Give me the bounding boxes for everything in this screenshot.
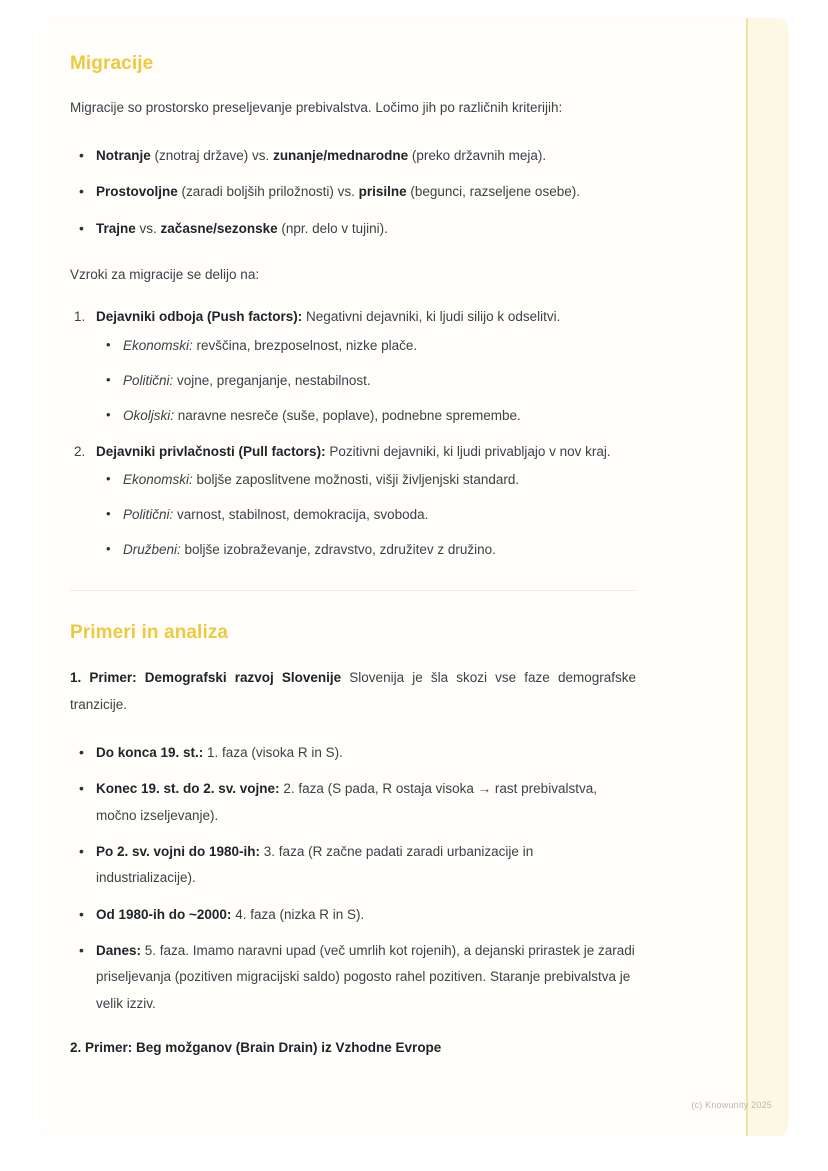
list-item (70, 902, 636, 928)
phase-bold-label: Po 2. sv. vojni do 1980-ih: (96, 844, 261, 859)
subitem-italic-label: Politični: (123, 507, 174, 523)
bullet-bold-term: Prostovoljne (96, 184, 178, 200)
phase-bold-label: Do konca 19. st.: (96, 745, 204, 761)
list-item (96, 403, 636, 429)
list-item (70, 776, 636, 829)
paragraph-example-1 (70, 665, 636, 718)
paragraph-migracije-intro: Migracije so prostorsko preseljevanje prebivalstva. Ločimo jih po različnih kriterijih: (70, 99, 563, 115)
phase-bold-label: Danes: (96, 942, 142, 958)
bullet-plain-text-2: (preko državnih meja). (408, 148, 547, 163)
phase-plain-text: 5. faza. Imamo naravni upad (več umrlih kot rojenih), a dejanski prirastek je zaradi priseljevanja (pozitiven migracijski saldo) pogosto rahel pozitiven. Staranje prebivalstva je velik izziv. (96, 942, 635, 1011)
example-2-bold-title: 2. Primer: Beg možganov (Brain Drain) iz Vzhodne Evrope (70, 1039, 442, 1055)
subitem-italic-label: Ekonomski: (123, 471, 193, 487)
section-heading-primeri-in-analiza: Primeri in analiza (70, 621, 229, 643)
footer-watermark: (c) Knowunity 2025 (691, 1100, 772, 1110)
list-item (70, 304, 636, 429)
list-item (70, 143, 636, 169)
example-1-bold-title: 1. Primer: Demografski razvoj Slovenije (70, 670, 342, 686)
subitem-italic-label: Okoljski: (123, 408, 175, 424)
bullet-plain-text: (zaradi boljših priložnosti) vs. (177, 184, 359, 200)
factor-plain-text: Negativni dejavniki, ki ljudi silijo k odselitvi. (302, 309, 561, 325)
phase-plain-text: 1. faza (visoka R in S). (203, 745, 343, 761)
phase-bold-label: Od 1980-ih do ~2000: (96, 906, 232, 922)
list-item (70, 216, 636, 242)
bullet-plain-text-2: (begunci, razseljene osebe). (406, 184, 580, 200)
phase-plain-text: 2. faza (S pada, R ostaja visoka → rast prebivalstva, močno izseljevanje). (96, 781, 597, 823)
document-page (40, 18, 788, 1136)
list-item (70, 938, 636, 1017)
list-item (96, 368, 636, 394)
bullet-plain-text: vs. (135, 220, 161, 236)
list-migration-criteria (70, 143, 636, 242)
subitem-plain-text: varnost, stabilnost, demokracija, svoboda. (173, 507, 429, 523)
list-demographic-phases (70, 740, 636, 1017)
subitem-italic-label: Politični: (123, 372, 174, 388)
list-item (96, 333, 636, 359)
bullet-bold-term: Trajne (96, 220, 136, 236)
bullet-bold-term: Notranje (96, 148, 151, 163)
bullet-bold-term-2: zunanje/mednarodne (273, 148, 409, 163)
bullet-plain-text-2: (npr. delo v tujini). (277, 220, 388, 236)
factor-bold-title: Dejavniki privlačnosti (Pull factors): (96, 443, 326, 459)
subitem-plain-text: naravne nesreče (suše, poplave), podnebne spremembe. (174, 408, 521, 424)
phase-bold-label: Konec 19. st. do 2. sv. vojne: (96, 781, 280, 797)
list-pull-factor-subitems (96, 467, 636, 564)
list-item (70, 740, 636, 766)
bullet-bold-term-2: začasne/sezonske (160, 220, 278, 236)
list-push-factor-subitems (96, 333, 636, 430)
paragraph-example-2 (70, 1035, 636, 1061)
subitem-italic-label: Ekonomski: (123, 337, 193, 353)
subitem-italic-label: Družbeni: (123, 542, 181, 558)
list-item (96, 537, 636, 563)
list-item (70, 839, 636, 892)
subitem-plain-text: boljše zaposlitvene možnosti, višji življenjski standard. (192, 471, 520, 487)
list-item (96, 467, 636, 493)
phase-plain-text: 4. faza (nizka R in S). (231, 906, 365, 922)
paragraph-migration-causes-intro: Vzroki za migracije se delijo na: (70, 266, 260, 282)
phase-plain-text: 3. faza (R začne padati zaradi urbanizacije in industrializacije). (96, 844, 534, 886)
list-migration-factors (70, 304, 636, 564)
section-heading-migracije: Migracije (70, 53, 154, 74)
bullet-bold-term-2: prisilne (358, 184, 407, 200)
list-item (96, 502, 636, 528)
list-item (70, 439, 636, 564)
example-1-plain-text: Slovenija je šla skozi vse faze demografske tranzicije. (70, 670, 636, 712)
section-divider (70, 590, 636, 591)
list-item (70, 179, 636, 205)
subitem-plain-text: vojne, preganjanje, nestabilnost. (173, 372, 371, 388)
bullet-plain-text: (znotraj države) vs. (150, 148, 274, 163)
subitem-plain-text: boljše izobraževanje, zdravstvo, združitev z družino. (180, 542, 496, 558)
document-content (70, 18, 636, 1079)
subitem-plain-text: revščina, brezposelnost, nizke plače. (192, 337, 418, 353)
page-right-accent-strip (746, 18, 788, 1136)
factor-plain-text: Pozitivni dejavniki, ki ljudi privabljajo v nov kraj. (325, 443, 611, 459)
factor-bold-title: Dejavniki odboja (Push factors): (96, 309, 303, 325)
